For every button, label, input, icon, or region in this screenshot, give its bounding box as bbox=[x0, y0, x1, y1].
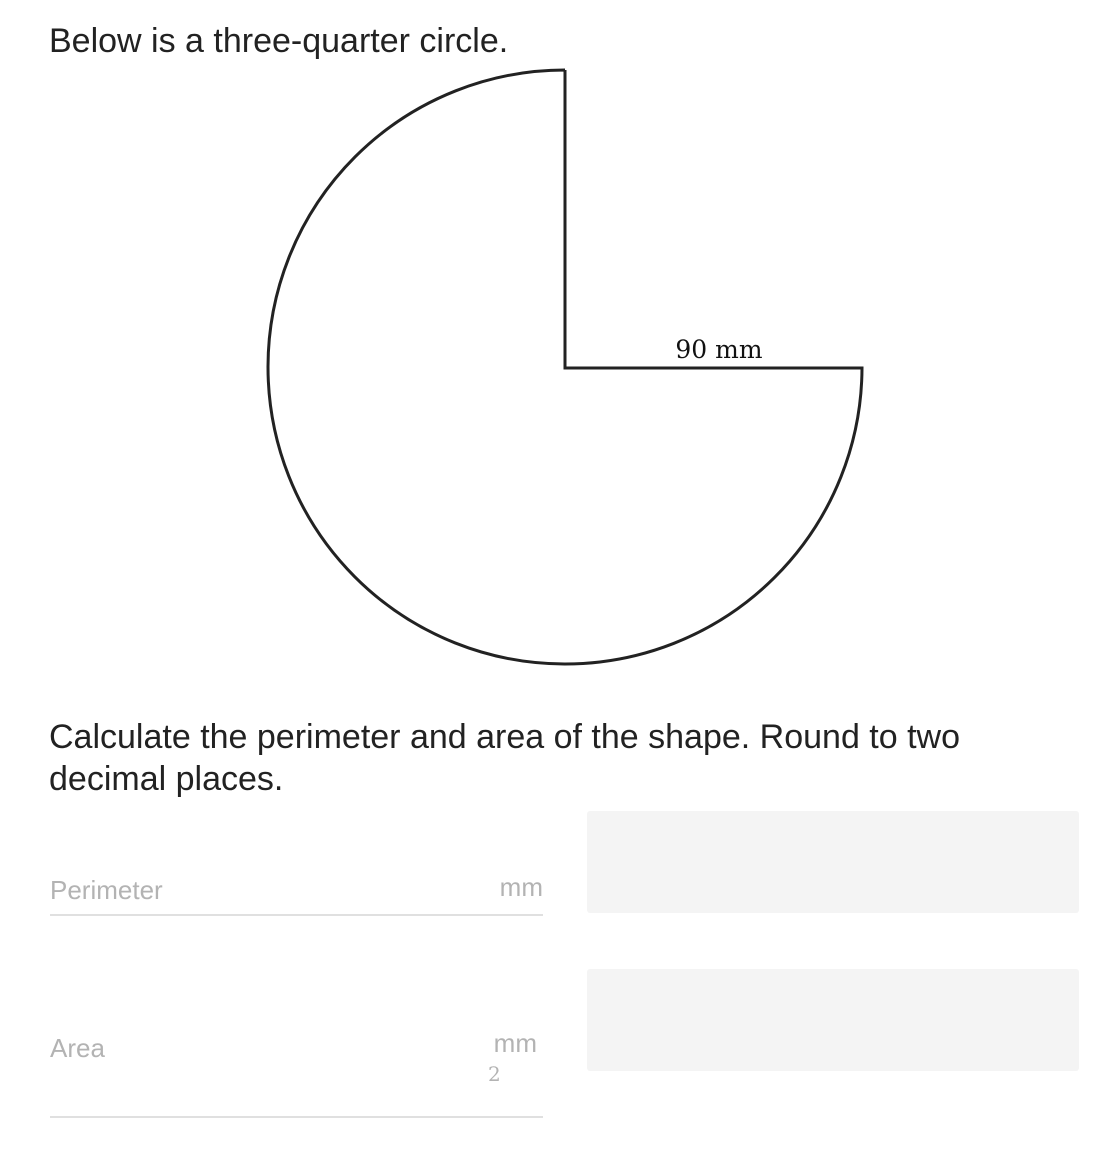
area-answer-box bbox=[587, 969, 1079, 1071]
question-text: Calculate the perimeter and area of the shape. Round to two decimal places. bbox=[49, 718, 961, 798]
area-field bbox=[50, 1020, 543, 1118]
perimeter-answer-box bbox=[587, 811, 1079, 913]
perimeter-unit: mm bbox=[499, 872, 543, 902]
area-input[interactable] bbox=[50, 1028, 450, 1068]
three-quarter-circle-shape bbox=[268, 70, 862, 664]
intro-text: Below is a three-quarter circle. bbox=[49, 22, 509, 60]
perimeter-input[interactable] bbox=[50, 870, 450, 910]
area-unit-exponent: 2 bbox=[488, 1062, 501, 1086]
radius-label: 90 mm bbox=[675, 335, 763, 364]
area-unit: mm bbox=[493, 1028, 537, 1058]
perimeter-field bbox=[50, 862, 543, 916]
